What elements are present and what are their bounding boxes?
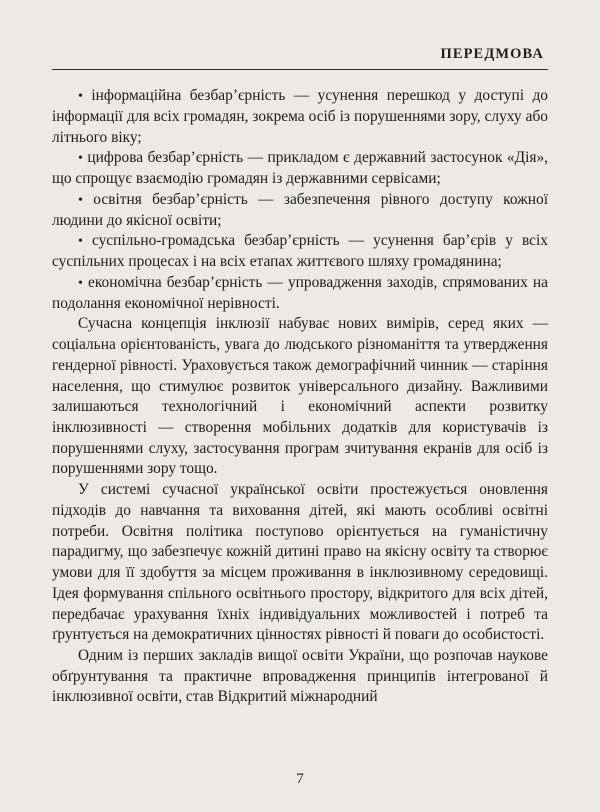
running-header: ПЕРЕДМОВА bbox=[440, 46, 544, 62]
header-divider bbox=[52, 69, 548, 70]
page-body bbox=[52, 86, 548, 708]
bullet-icon: • bbox=[78, 234, 83, 250]
list-item bbox=[52, 273, 548, 315]
list-item-text: суспільно-громадська безбар’єрність — усунення бар’єрів у всіх суспільних процесах і на всіх етапах життєвого шляху громадянина; bbox=[52, 232, 548, 271]
body-paragraph: Одним із перших закладів вищої освіти України, що розпочав наукове обґрунтування та практичне впровадження принципів інтегрованої й інклюзивної освіти, став Відкритий міжнародний bbox=[52, 646, 548, 706]
bullet-icon: • bbox=[78, 89, 83, 104]
body-paragraph: Сучасна концепція інклюзії набуває нових вимірів, серед яких — соціальна орієнтованість, увага до людського різноманіття та утвердження гендерної рівності. Ураховується також демографічний чинник — старіння населення, що стимулює розвиток універсального дизайну. Важливими залишаються технологічний і економічний аспекти розвитку інклюзивності — створення мобільних додатків для користувачів із порушеннями слуху, застосування програм зчитування екранів для осіб із порушеннями зору тощо. bbox=[52, 315, 548, 478]
list-item-text: інформаційна безбар’єрність — усунення перешкод у доступі до інформації для всіх громадян, зокрема осіб із порушеннями зору, слуху або літнього віку; bbox=[52, 87, 548, 146]
list-item bbox=[52, 148, 548, 190]
list-item bbox=[52, 86, 548, 148]
list-item-text: освітня безбар’єрність — забезпечення рівного доступу кожної людини до якісної освіти; bbox=[52, 190, 548, 229]
list-item-text: цифрова безбар’єрність — прикладом є державний застосунок «Дія», що спрощує взаємодію громадян із державними сервісами; bbox=[52, 149, 548, 188]
bullet-icon: • bbox=[78, 275, 83, 291]
bullet-icon: • bbox=[78, 192, 83, 208]
page-number: 7 bbox=[296, 771, 304, 787]
body-paragraph: У системі сучасної української освіти простежується оновлення підходів до навчання та виховання дітей, які мають особливі освітні потреби. Освітня політика поступово орієнтується на гуманістичну парадигму, що забезпечує кожній дитині право на якісну освіту та створює умови для її здобуття за місцем проживання в інклюзивному середовищі. Ідея формування спільного освітнього простору, відкритого для всіх дітей, передбачає урахування їхніх індивідуальних можливостей і потреб та ґрунтується на демократичних цінностях рівності й поваги до особистості. bbox=[52, 481, 548, 644]
list-item-text: економічна безбар’єрність — упровадження заходів, спрямованих на подолання економічної нерівності. bbox=[52, 273, 548, 312]
bullet-icon: • bbox=[78, 151, 83, 167]
list-item bbox=[52, 231, 548, 273]
list-item bbox=[52, 190, 548, 232]
